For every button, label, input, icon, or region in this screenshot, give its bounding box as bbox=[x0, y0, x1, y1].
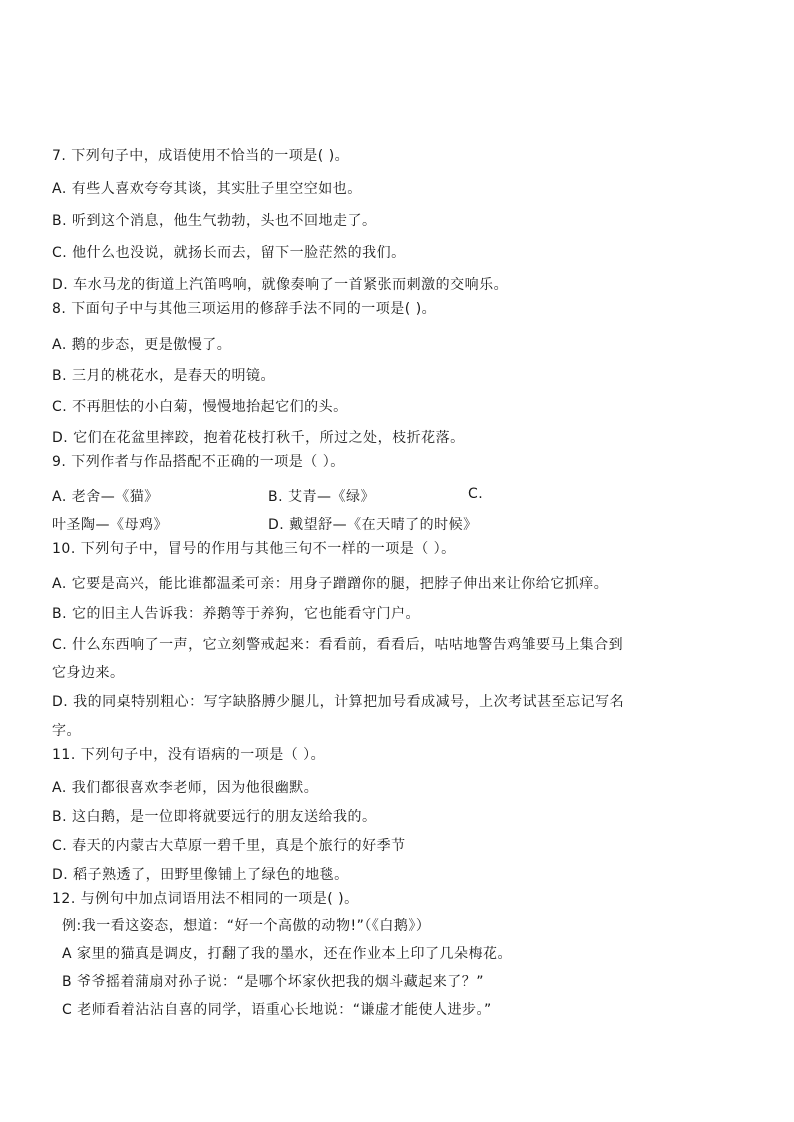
question-10-option-c-line-1: C. 什么东西响了一声，它立刻警戒起来：看看前，看看后，咕咕地警告鸡雏要马上集合到 bbox=[52, 637, 624, 653]
question-7-option-b: B. 听到这个消息，他生气勃勃，头也不回地走了。 bbox=[52, 213, 377, 229]
question-11-option-d: D. 稻子熟透了，田野里像铺上了绿色的地毯。 bbox=[52, 867, 349, 883]
question-10-option-b: B. 它的旧主人告诉我：养鹅等于养狗，它也能看守门户。 bbox=[52, 606, 421, 622]
question-12-option-c: C 老师看着沾沾自喜的同学，语重心长地说：“谦虚才能使人进步。” bbox=[62, 1002, 492, 1018]
question-9-option-b: B. 艾青—《绿》 bbox=[268, 489, 376, 505]
question-11-option-b: B. 这白鹅，是一位即将就要远行的朋友送给我的。 bbox=[52, 809, 377, 825]
question-12-option-b: B 爷爷摇着蒲扇对孙子说：“是哪个坏家伙把我的烟斗藏起来了？” bbox=[62, 974, 485, 990]
question-10-option-a: A. 它要是高兴，能比谁都温柔可亲：用身子蹭蹭你的腿，把脖子伸出来让你给它抓痒。 bbox=[52, 576, 609, 592]
question-7-option-d: D. 车水马龙的街道上汽笛鸣响，就像奏响了一首紧张而刺激的交响乐。 bbox=[52, 277, 509, 293]
question-7-option-a: A. 有些人喜欢夸夸其谈，其实肚子里空空如也。 bbox=[52, 181, 362, 197]
question-9-stem: 9. 下列作者与作品搭配不正确的一项是（ ）。 bbox=[52, 454, 345, 470]
question-11-stem: 11. 下列句子中，没有语病的一项是（ ）。 bbox=[52, 747, 326, 763]
question-9-option-c: C. bbox=[468, 486, 484, 502]
question-7-option-c: C. 他什么也没说，就扬长而去，留下一脸茫然的我们。 bbox=[52, 245, 406, 261]
question-9-option-a: A. 老舍—《猫》 bbox=[52, 489, 159, 505]
question-10-option-d-line-1: D. 我的同桌特别粗心：写字缺胳膊少腿儿，计算把加号看成减号，上次考试甚至忘记写名 bbox=[52, 694, 625, 710]
question-10-stem: 10. 下列句子中，冒号的作用与其他三句不一样的一项是（ ）。 bbox=[52, 541, 456, 557]
question-9-option-d: D. 戴望舒—《在天晴了的时候》 bbox=[268, 517, 478, 533]
question-8-option-c: C. 不再胆怯的小白菊，慢慢地抬起它们的头。 bbox=[52, 399, 348, 415]
question-11-option-c: C. 春天的内蒙古大草原一碧千里，真是个旅行的好季节 bbox=[52, 838, 406, 854]
question-11-option-a: A. 我们都很喜欢李老师，因为他很幽默。 bbox=[52, 780, 319, 796]
question-10-option-d-line-2: 字。 bbox=[52, 723, 81, 739]
question-12-example: 例:我一看这姿态，想道：“好一个高傲的动物!”（《白鹅》） bbox=[62, 918, 431, 934]
question-7-stem: 7. 下列句子中，成语使用不恰当的一项是( )。 bbox=[52, 148, 350, 164]
question-12-option-a: A 家里的猫真是调皮，打翻了我的墨水，还在作业本上印了几朵梅花。 bbox=[62, 946, 513, 962]
question-12-stem: 12. 与例句中加点词语用法不相同的一项是( )。 bbox=[52, 891, 359, 907]
question-9-option-c-continued: 叶圣陶—《母鸡》 bbox=[52, 517, 168, 533]
question-8-stem: 8. 下面句子中与其他三项运用的修辞手法不同的一项是( )。 bbox=[52, 301, 437, 317]
question-8-option-d: D. 它们在花盆里摔跤，抱着花枝打秋千，所过之处，枝折花落。 bbox=[52, 430, 465, 446]
question-8-option-a: A. 鹅的步态，更是傲慢了。 bbox=[52, 337, 232, 353]
question-10-option-c-line-2: 它身边来。 bbox=[52, 665, 125, 681]
question-8-option-b: B. 三月的桃花水，是春天的明镜。 bbox=[52, 368, 276, 384]
